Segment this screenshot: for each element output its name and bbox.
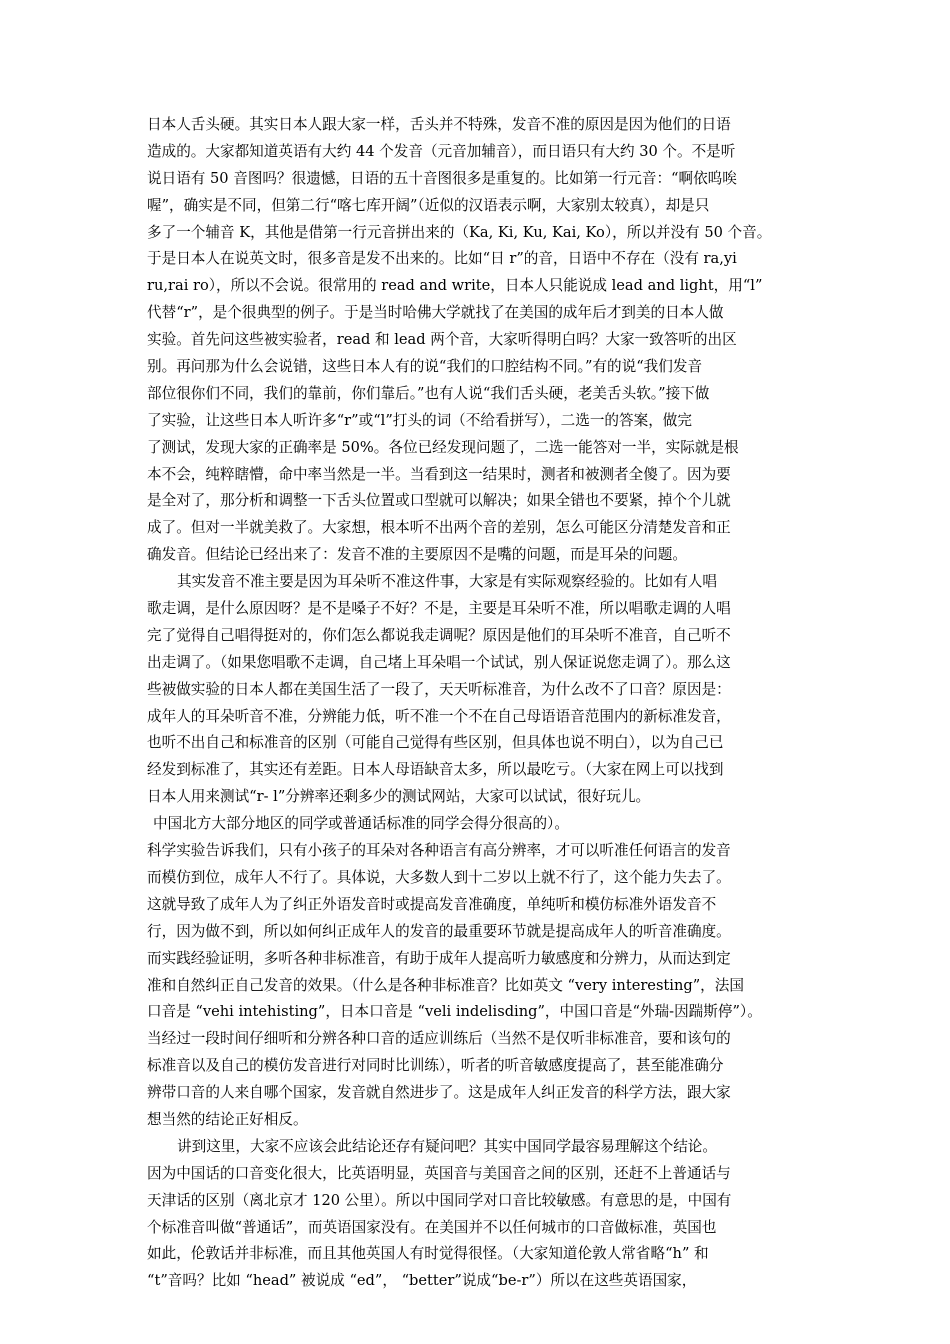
text-line: 辨带口音的人来自哪个国家，发音就自然进步了。这是成年人纠正发音的科学方法，跟大家 [147,1084,731,1102]
text-line: 标准音以及自己的模仿发音进行对同时比训练），听者的听音敏感度提高了，甚至能准确分 [147,1057,724,1075]
text-line: 中国北方大部分地区的同学或普通话标准的同学会得分很高的）。 [153,815,569,833]
text-line: 行，因为做不到，所以如何纠正成年人的发音的最重要环节就是提高成年人的听音准确度。 [147,922,731,940]
text-line: 这就导致了成年人为了纠正外语发音时或提高发音准确度，单纯听和模仿标准外语发音不 [147,895,717,913]
text-line: 出走调了。（如果您唱歌不走调，自己堵上耳朵唱一个试试，别人保证说您走调了）。那么这 [147,653,731,671]
text-line: 当经过一段时间仔细听和分辨各种口音的适应训练后（当然不是仅听非标准音，要和该句的 [147,1030,731,1048]
text-line: 经发到标准了，其实还有差距。日本人母语缺音太多，所以最吃亏。（大家在网上可以找到 [147,761,724,779]
text-line: 准和自然纠正自己发音的效果。（什么是各种非标准音？比如英文 “very interesting”，法国 [147,976,744,994]
text-line: 部位很你们不同，我们的靠前，你们靠后。”也有人说“我们舌头硬，老美舌头软。”接下做 [147,384,710,402]
text-line: 口音是 “vehi intehisting”，日本口音是 “veli indelisding”，中国口音是“外瑞-因踹斯停”）。 [147,1003,762,1021]
text-line: 也听不出自己和标准音的区别（可能自己觉得有些区别，但具体也说不明白），以为自己已 [147,734,724,752]
text-line: 实验。首先问这些被实验者，read 和 lead 两个音，大家听得明白吗？大家一致答听的出区 [147,331,737,349]
text-line: 想当然的结论正好相反。 [147,1110,308,1128]
text-line: 如此，伦敦话并非标准，而且其他英国人有时觉得很怪。（大家知道伦敦人常省略“h” 和 [147,1245,709,1263]
text-line: 而实践经验证明，多听各种非标准音，有助于成年人提高听力敏感度和分辨力，从而达到定 [147,949,731,967]
text-line: 喔”，确实是不同，但第二行“喀七库开阔”（近似的汉语表示啊，大家别太较真），却是只 [147,196,710,214]
text-line: 成了。但对一半就美救了。大家想，根本听不出两个音的差别，怎么可能区分清楚发音和正 [147,519,731,537]
paragraph-start-line: 其实发音不准主要是因为耳朵听不准这件事，大家是有实际观察经验的。比如有人唱 [177,573,717,591]
text-line: 别。再问那为什么会说错，这些日本人有的说“我们的口腔结构不同。”有的说“我们发音 [147,358,703,376]
text-line: 本不会，纯粹瞎懵，命中率当然是一半。当看到这一结果时，测者和被测者全傻了。因为要 [147,465,731,483]
text-line: 多了一个辅音 K，其他是借第一行元音拼出来的（Ka, Ki, Ku, Kai, Ko），所以并没有 50 个音。 [147,223,772,241]
text-line: 造成的。大家都知道英语有大约 44 个发音（元音加辅音），而日语只有大约 30 个。不是听 [147,142,736,160]
text-line: “t”音吗？比如 “head” 被说成 “ed”， “better”说成“be-r”）所以在这些英语国家， [147,1272,697,1290]
body-text [147,112,807,1295]
paragraph-start-line: 科学实验告诉我们，只有小孩子的耳朵对各种语言有高分辨率，才可以听准任何语言的发音 [147,842,731,860]
text-line: 了实验，让这些日本人听许多“r”或“l”打头的词（不给看拼写），二选一的答案，做完 [147,411,692,429]
text-line: 日本人用来测试“r- l”分辨率还剩多少的测试网站，大家可以试试，很好玩儿。 [147,788,651,806]
paragraph-start-line: 讲到这里，大家不应该会此结论还存有疑问吧？其实中国同学最容易理解这个结论。 [177,1137,717,1155]
text-line: 些被做实验的日本人都在美国生活了一段了，天天听标准音，为什么改不了口音？原因是： [147,680,731,698]
text-line: 代替“r”，是个很典型的例子。于是当时哈佛大学就找了在美国的成年后才到美的日本人做 [147,304,724,322]
text-line: 了测试，发现大家的正确率是 50%。各位已经发现问题了，二选一能答对一半，实际就是根 [147,438,739,456]
text-line: 天津话的区别（离北京才 120 公里）。所以中国同学对口音比较敏感。有意思的是，中国有 [147,1191,732,1209]
text-line: 歌走调，是什么原因呀？是不是嗓子不好？不是，主要是耳朵听不准，所以唱歌走调的人唱 [147,600,731,618]
text-line: 成年人的耳朵听音不准，分辨能力低，听不准一个不在自己母语语音范围内的新标准发音， [147,707,731,725]
text-line: 因为中国话的口音变化很大，比英语明显，英国音与美国音之间的区别，还赶不上普通话与 [147,1164,731,1182]
text-line: 日本人舌头硬。其实日本人跟大家一样，舌头并不特殊，发音不准的原因是因为他们的日语 [147,116,731,133]
text-line: 是全对了，那分析和调整一下舌头位置或口型就可以解决；如果全错也不要紧，掉个个儿就 [147,492,731,510]
text-line: 于是日本人在说英文时，很多音是发不出来的。比如“日 r”的音，日语中不存在（没有 ra,yi [147,250,737,268]
text-line: 说日语有 50 音图吗？很遗憾，日语的五十音图很多是重复的。比如第一行元音：“啊依呜唉 [147,169,737,187]
text-line: 个标准音叫做“普通话”，而英语国家没有。在美国并不以任何城市的口音做标准，英国也 [147,1218,717,1236]
text-line: 而模仿到位，成年人不行了。具体说，大多数人到十二岁以上就不行了，这个能力失去了。 [147,868,731,886]
text-line: ru,rai ro），所以不会说。很常用的 read and write，日本人只能说成 lead and light，用“l” [147,277,763,295]
text-line: 完了觉得自己唱得挺对的，你们怎么都说我走调呢？原因是他们的耳朵听不准音，自己听不 [147,626,731,644]
text-line: 确发音。但结论已经出来了：发音不准的主要原因不是嘴的问题，而是耳朵的问题。 [147,546,687,564]
